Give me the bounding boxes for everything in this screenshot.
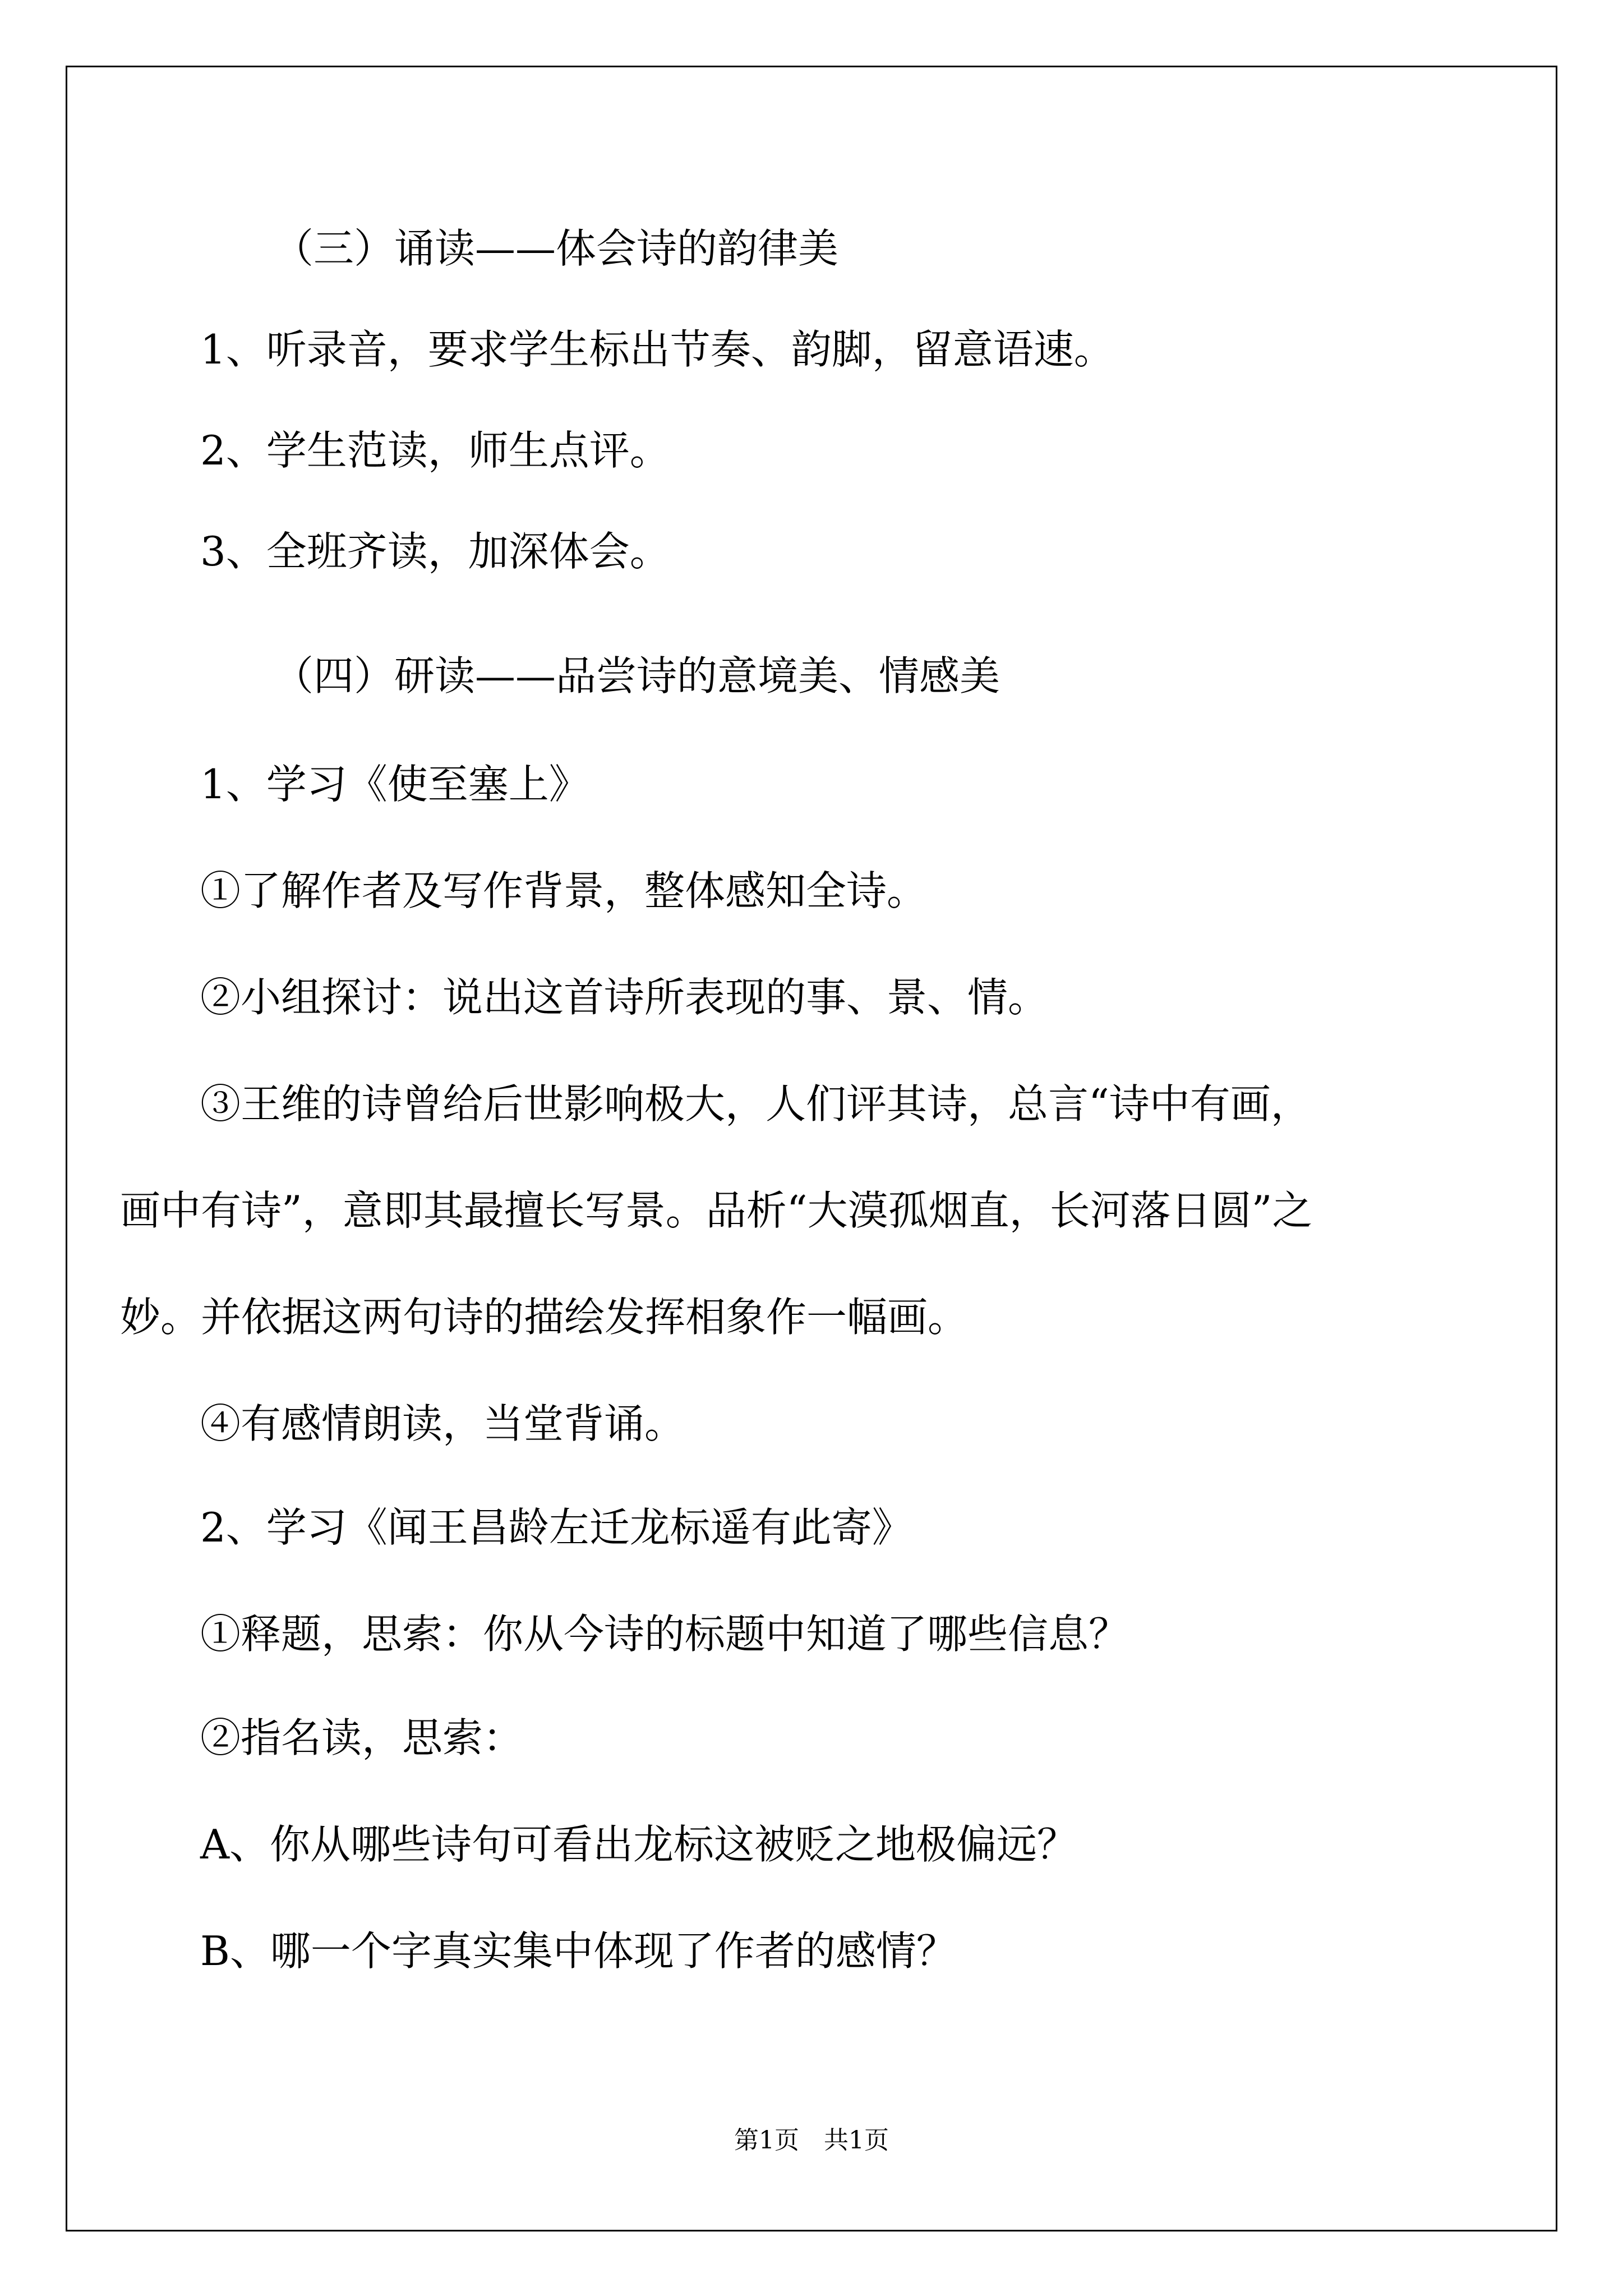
paragraph-line: 3、全班齐读，加深体会。: [200, 528, 670, 575]
page-border: [66, 66, 1557, 2231]
paragraph-line: A、你从哪些诗句可看出龙标这被贬之地极偏远？: [200, 1821, 1077, 1868]
section-heading-recite: （三）诵读——体会诗的韵律美: [273, 225, 839, 272]
page-footer: 第1页 共1页: [734, 2126, 889, 2155]
paragraph-line: 画中有诗”，意即其最擅长写景。品析“大漠孤烟直，长河落日圆”之: [120, 1187, 1313, 1234]
paragraph-line: ①释题，思索：你从今诗的标题中知道了哪些信息？: [200, 1611, 1129, 1658]
paragraph-line: 2、学生范读，师生点评。: [200, 427, 670, 474]
paragraph-line: ④有感情朗读，当堂背诵。: [200, 1400, 685, 1447]
paragraph-line: 1、听录音，要求学生标出节奏、韵脚，留意语速。: [200, 326, 1114, 373]
section-heading-study: （四）研读——品尝诗的意境美、情感美: [273, 652, 1000, 700]
paragraph-line: B、哪一个字真实集中体现了作者的感情？: [200, 1927, 957, 1975]
paragraph-line: ②小组探讨：说出这首诗所表现的事、景、情。: [200, 974, 1049, 1021]
paragraph-line: 2、学习《闻王昌龄左迁龙标遥有此寄》: [200, 1504, 912, 1551]
paragraph-line: 1、学习《使至塞上》: [200, 761, 589, 808]
paragraph-line: 妙。并依据这两句诗的描绘发挥相象作一幅画。: [120, 1294, 969, 1341]
paragraph-line: ①了解作者及写作背景，整体感知全诗。: [200, 867, 928, 914]
paragraph-line: ③王维的诗曾给后世影响极大，人们评其诗，总言“诗中有画，: [200, 1080, 1311, 1128]
paragraph-line: ②指名读，思索：: [200, 1714, 524, 1761]
